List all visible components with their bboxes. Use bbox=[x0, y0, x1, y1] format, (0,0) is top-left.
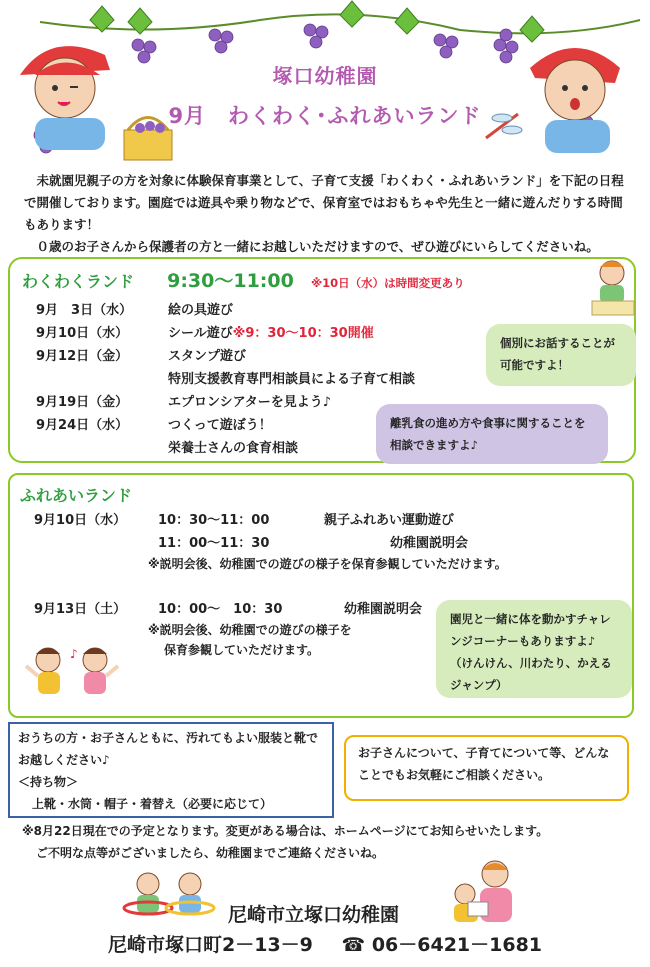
wakuwaku-time: 9:30～11:00 bbox=[167, 270, 294, 292]
dancing-children-illustration bbox=[20, 640, 130, 710]
fureai-time: 10：00～ 10：30 bbox=[158, 602, 283, 617]
belongings-heading: ＜持ち物＞ bbox=[18, 775, 79, 789]
fureai-title: ふれあいランド bbox=[20, 486, 133, 505]
wakuwaku-header bbox=[22, 266, 465, 293]
dress-code-line: おうちの方・お子さんともに、汚れてもよい服装と靴でお越しください♪ bbox=[18, 731, 319, 767]
fureai-time: 10：30～11：00 bbox=[158, 513, 270, 528]
fureai-note-2a: ※説明会後、幼稚園での遊びの様子を bbox=[148, 623, 352, 637]
consultation-bubble: 個別にお話することが可能ですよ！ bbox=[486, 324, 636, 386]
fureai-event: 幼稚園説明会 bbox=[344, 602, 423, 617]
schedule-date: 9月19日（金） bbox=[36, 395, 129, 410]
schedule-date: 9月 3日（水） bbox=[36, 303, 133, 318]
intro-paragraph-1: 未就園児親子の方を対象に体験保育事業として、子育て支援「わくわく・ふれあいランド」を下記の日程で開催しております。園庭では遊具や乗り物などで、保育室ではおもちゃや先生と一緒に遊んだりする時間もあります！ bbox=[24, 173, 624, 232]
footer-phone: 06－6421－1681 bbox=[371, 934, 543, 956]
svg-text:♪: ♪ bbox=[70, 647, 78, 661]
school-title: 塚口幼稚園 bbox=[272, 64, 378, 88]
schedule-date: 9月12日（金） bbox=[36, 349, 129, 364]
hula-hoop-children-illustration bbox=[120, 868, 220, 928]
fureai-row-1 bbox=[34, 509, 454, 528]
fureai-event: 幼稚園説明会 bbox=[390, 536, 469, 551]
nutrition-bubble: 離乳食の進め方や食事に関することを相談できますよ♪ bbox=[376, 404, 608, 464]
schedule-row bbox=[36, 299, 233, 318]
wakuwaku-title: わくわくランド bbox=[22, 272, 135, 291]
schedule-date: 9月24日（水） bbox=[36, 418, 129, 433]
parent-child-reading-illustration bbox=[440, 858, 530, 928]
footer-school-name: 尼崎市立塚口幼稚園 bbox=[228, 904, 400, 926]
footer-contact bbox=[108, 930, 542, 957]
footer-address: 尼崎市塚口町2－13－9 bbox=[108, 934, 313, 956]
belongings-list: 上靴・水筒・帽子・着替え（必要に応じて） bbox=[32, 797, 273, 811]
challenge-bubble: 園児と一緒に体を動かすチャレンジコーナーもありますよ♪ （けんけん、川わたり、かえるジャンプ） bbox=[436, 600, 632, 698]
schedule-row bbox=[36, 391, 331, 410]
schedule-date: 9月10日（水） bbox=[36, 326, 129, 341]
schedule-time-change: ※9：30～10：30開催 bbox=[232, 326, 374, 341]
schedule-activity: 栄養士さんの食育相談 bbox=[168, 441, 299, 456]
phone-icon: ☎ bbox=[341, 934, 366, 956]
fureai-row-2 bbox=[158, 532, 468, 551]
footnote-line-2: ご不明な点等がございましたら、幼稚園までご連絡くださいね。 bbox=[36, 846, 385, 860]
fureai-date: 9月13日（土） bbox=[34, 602, 127, 617]
schedule-activity: 特別支援教育専門相談員による子育て相談 bbox=[168, 372, 416, 387]
schedule-row bbox=[36, 322, 374, 341]
schedule-row bbox=[36, 437, 298, 456]
fureai-event: 親子ふれあい運動遊び bbox=[324, 513, 455, 528]
fureai-note-1: ※説明会後、幼稚園での遊びの様子を保育参観していただけます。 bbox=[148, 557, 507, 571]
fureai-time: 11：00～11：30 bbox=[158, 536, 270, 551]
footnote bbox=[22, 820, 642, 864]
dress-code-text bbox=[18, 727, 324, 815]
footnote-line-1: ※8月22日現在での予定となります。変更がある場合は、ホームページにてお知らせいたします。 bbox=[22, 824, 549, 838]
fureai-row-3 bbox=[34, 598, 422, 617]
child-drawing-illustration bbox=[590, 255, 638, 317]
schedule-activity: スタンプ遊び bbox=[168, 349, 247, 364]
child-left-illustration bbox=[10, 30, 130, 150]
fureai-note-2b: 保育参観していただけます。 bbox=[164, 643, 320, 657]
schedule-row bbox=[36, 345, 246, 364]
schedule-row bbox=[36, 414, 272, 433]
event-title: 9月 わくわく･ふれあいランド bbox=[168, 104, 482, 128]
schedule-activity: エプロンシアターを見よう♪ bbox=[168, 395, 332, 410]
intro-text bbox=[24, 170, 634, 258]
schedule-activity: つくって遊ぼう！ bbox=[168, 418, 272, 433]
schedule-activity: 絵の具遊び bbox=[168, 303, 234, 318]
intro-paragraph-2: ０歳のお子さんから保護者の方と一緒にお越しいただけますので、ぜひ遊びにいらしてくださいね。 bbox=[36, 239, 599, 254]
fureai-date: 9月10日（水） bbox=[34, 513, 127, 528]
schedule-activity: シール遊び bbox=[168, 326, 233, 341]
schedule-row bbox=[36, 368, 415, 387]
wakuwaku-time-note: ※10日（水）は時間変更あり bbox=[310, 276, 465, 290]
consult-text: お子さんについて、子育てについて等、どんなことでもお気軽にご相談ください。 bbox=[358, 746, 610, 782]
